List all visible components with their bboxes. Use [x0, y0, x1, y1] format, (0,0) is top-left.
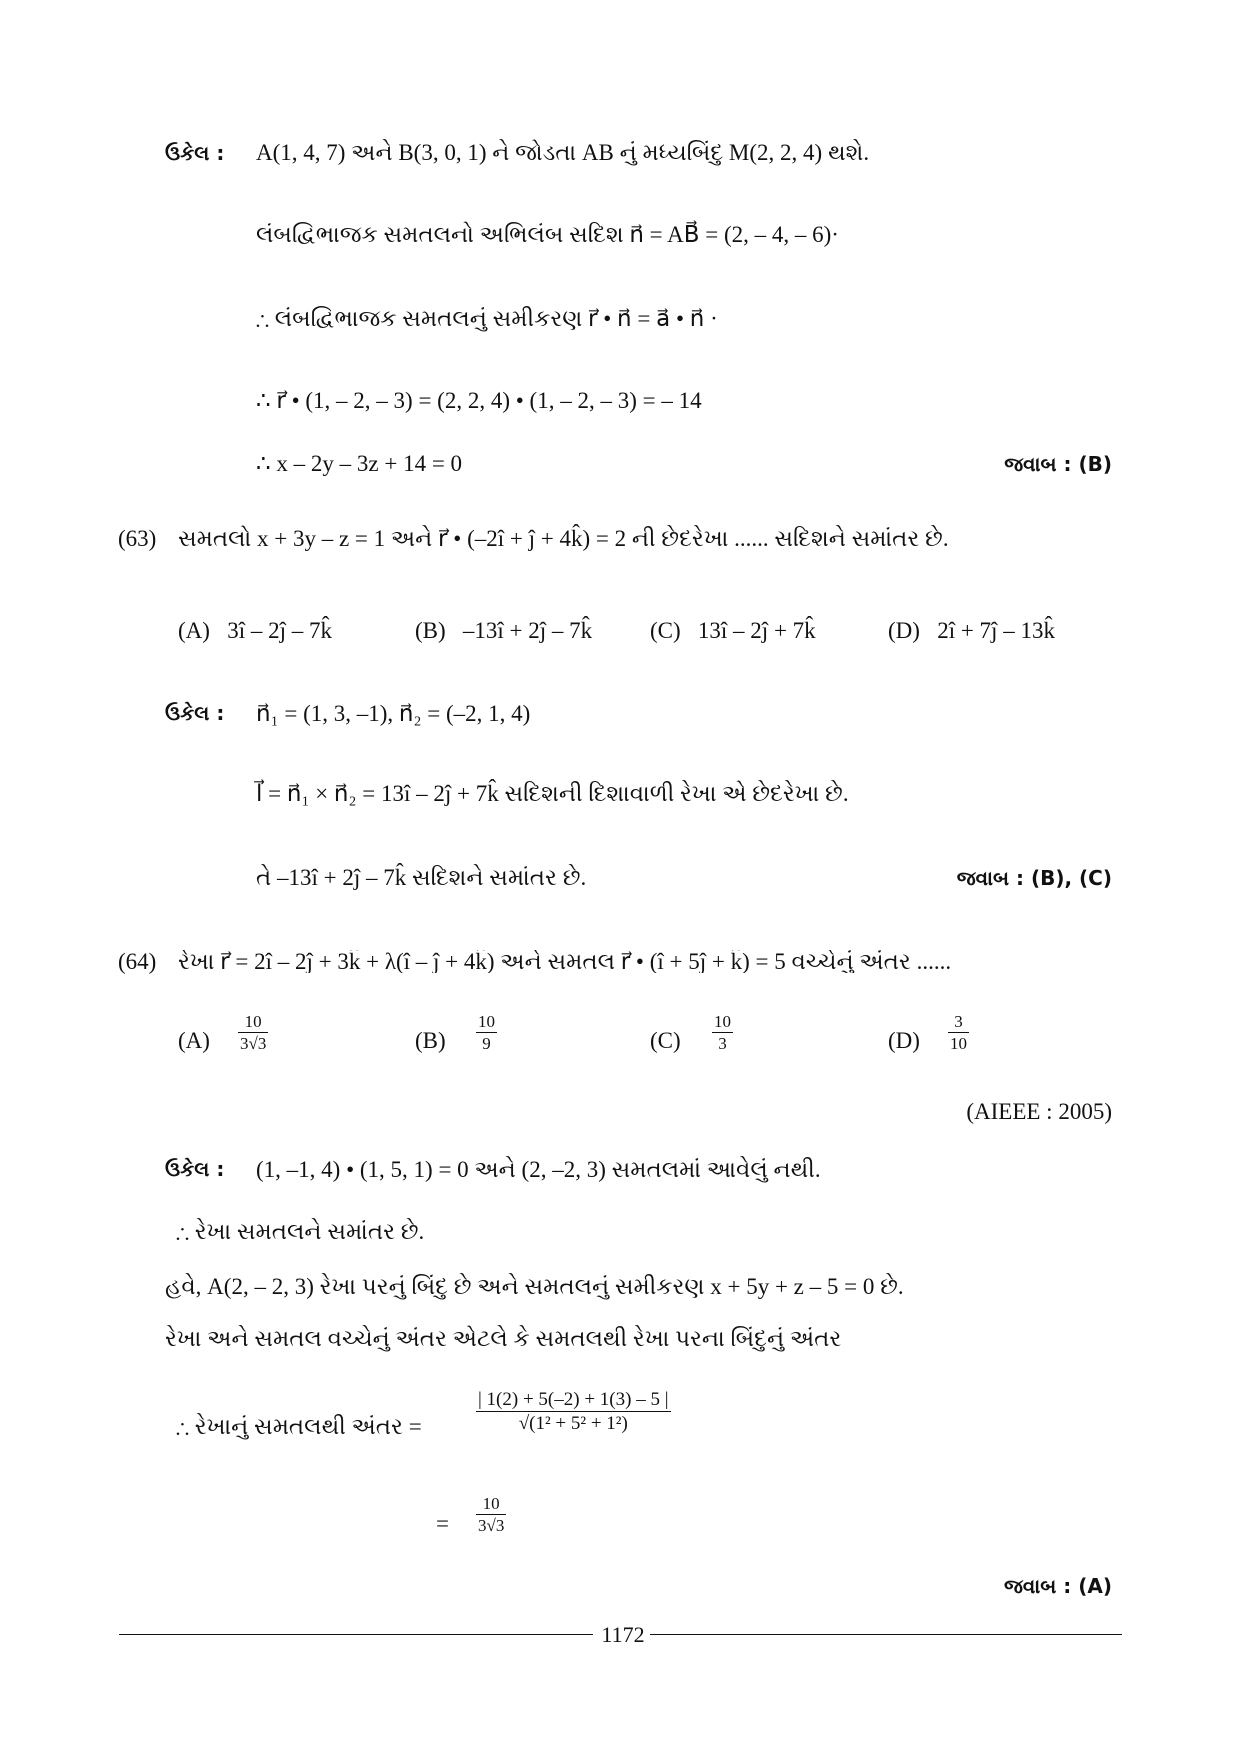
question-text-64: રેખા r⃗ = 2î – 2ĵ + 3k̂ + λ(î – ĵ + 4k̂) અને સમતલ r⃗ • (î + 5ĵ + k̂) = 5 વચ્ચેનું અંતર ...... — [178, 950, 952, 973]
solution-label-62: ઉકેલ : — [165, 141, 225, 165]
question-text-63: સમતલો x + 3y – z = 1 અને r⃗ • (–2î + ĵ + 4k̂) = 2 ની છેદરેખા ...... સદિશને સમાંતર છે. — [178, 526, 949, 551]
question-number-63: (63) — [118, 526, 157, 551]
q63-option-b — [415, 618, 592, 644]
q64-option-b-label: (B) — [415, 1028, 446, 1053]
q63-option-b-text: –13î + 2ĵ – 7k̂ — [462, 618, 593, 643]
q63-option-b-label: (B) — [415, 618, 446, 643]
distance-label: ∴ રેખાનું સમતલથી અંતર = — [176, 1414, 422, 1439]
question-number-64: (64) — [118, 949, 157, 974]
q63-option-a-label: (A) — [178, 618, 210, 643]
q64-option-a-label: (A) — [178, 1028, 210, 1053]
question-source: (AIEEE : 2005) — [966, 1099, 1112, 1124]
solution-64-line-2: ∴ રેખા સમતલને સમાંતર છે. — [176, 1219, 425, 1244]
answer-64: જવાબ : (A) — [1003, 1574, 1112, 1598]
q63-option-d-label: (D) — [888, 618, 920, 643]
result-equals: = — [436, 1511, 449, 1536]
q63-option-d — [888, 618, 1055, 644]
q64-option-c-label: (C) — [650, 1028, 681, 1053]
q64-option-c-denominator: 3 — [712, 1032, 733, 1054]
solution-62-line-2: લંબદ્વિભાજક સમતલનો અભિલંબ સદિશ n⃗ = AB⃗ = (2, – 4, – 6)· — [256, 222, 839, 247]
q64-option-a-fraction — [238, 1012, 268, 1053]
solution-62-line-1: A(1, 4, 7) અને B(3, 0, 1) ને જોડતા AB નું મધ્યબિંદુ M(2, 2, 4) થશે. — [256, 140, 870, 165]
solution-63-line-3: તે –13î + 2ĵ – 7k̂ સદિશને સમાંતર છે. — [256, 865, 587, 890]
q63-option-a-text: 3î – 2ĵ – 7k̂ — [227, 618, 332, 643]
solution-62-line-5: ∴ x – 2y – 3z + 14 = 0 — [256, 451, 463, 476]
q63-option-c-label: (C) — [650, 618, 681, 643]
q64-option-b-fraction — [476, 1012, 497, 1053]
distance-numerator: | 1(2) + 5(–2) + 1(3) – 5 | — [478, 1389, 669, 1410]
solution-label-63: ઉકેલ : — [165, 701, 225, 725]
solution-64-line-1: (1, –1, 4) • (1, 5, 1) = 0 અને (2, –2, 3) સમતલમાં આવેલું નથી. — [256, 1157, 821, 1182]
q63-option-a — [178, 618, 332, 644]
solution-62-line-3: ∴ લંબદ્વિભાજક સમતલનું સમીકરણ r⃗ • n⃗ = a⃗ • n⃗ · — [256, 306, 718, 331]
answer-62: જવાબ : (B) — [1004, 452, 1112, 476]
q64-option-a-numerator: 10 — [244, 1012, 262, 1031]
q64-option-c-fraction — [712, 1012, 733, 1053]
solution-64-line-3: હવે, A(2, – 2, 3) રેખા પરનું બિંદુ છે અને સમતલનું સમીકરણ x + 5y + z – 5 = 0 છે. — [165, 1274, 904, 1299]
solution-63-line-2: l⃗ = n⃗₁ × n⃗₂ = 13î – 2ĵ + 7k̂ સદિશની દિશાવાળી રેખા એ છેદરેખા છે. — [256, 781, 849, 806]
page-number: 1172 — [601, 1622, 645, 1647]
q63-option-c — [650, 618, 816, 644]
answer-63: જવાબ : (B), (C) — [956, 866, 1112, 890]
q64-option-d-fraction — [948, 1012, 969, 1053]
q64-option-d-numerator: 3 — [954, 1012, 963, 1031]
footer-rule-right — [650, 1634, 1122, 1635]
q64-option-b-denominator: 9 — [476, 1032, 497, 1054]
result-denominator: 3√3 — [478, 1515, 505, 1535]
q63-option-d-text: 2î + 7ĵ – 13k̂ — [937, 618, 1055, 643]
q64-option-d-denominator: 10 — [950, 1033, 967, 1053]
result-fraction — [476, 1494, 506, 1535]
result-numerator: 10 — [482, 1494, 500, 1513]
distance-denominator: √(1² + 5² + 1²) — [476, 1411, 671, 1435]
solution-63-line-1: n⃗₁ = (1, 3, –1), n⃗₂ = (–2, 1, 4) — [256, 701, 531, 726]
solution-62-line-4: ∴ r⃗ • (1, – 2, – 3) = (2, 2, 4) • (1, – 2, – 3) = – 14 — [256, 388, 702, 413]
footer-rule-left — [119, 1634, 593, 1635]
solution-64-line-4: રેખા અને સમતલ વચ્ચેનું અંતર એટલે કે સમતલથી રેખા પરના બિંદુનું અંતર — [165, 1326, 842, 1351]
q64-option-c-numerator: 10 — [714, 1012, 731, 1031]
distance-fraction — [476, 1389, 671, 1435]
solution-label-64: ઉકેલ : — [165, 1157, 225, 1181]
q63-option-c-text: 13î – 2ĵ + 7k̂ — [697, 618, 816, 643]
q64-option-d-label: (D) — [888, 1028, 920, 1053]
q64-option-a-denominator: 3√3 — [240, 1033, 267, 1053]
q64-option-b-numerator: 10 — [478, 1012, 495, 1031]
